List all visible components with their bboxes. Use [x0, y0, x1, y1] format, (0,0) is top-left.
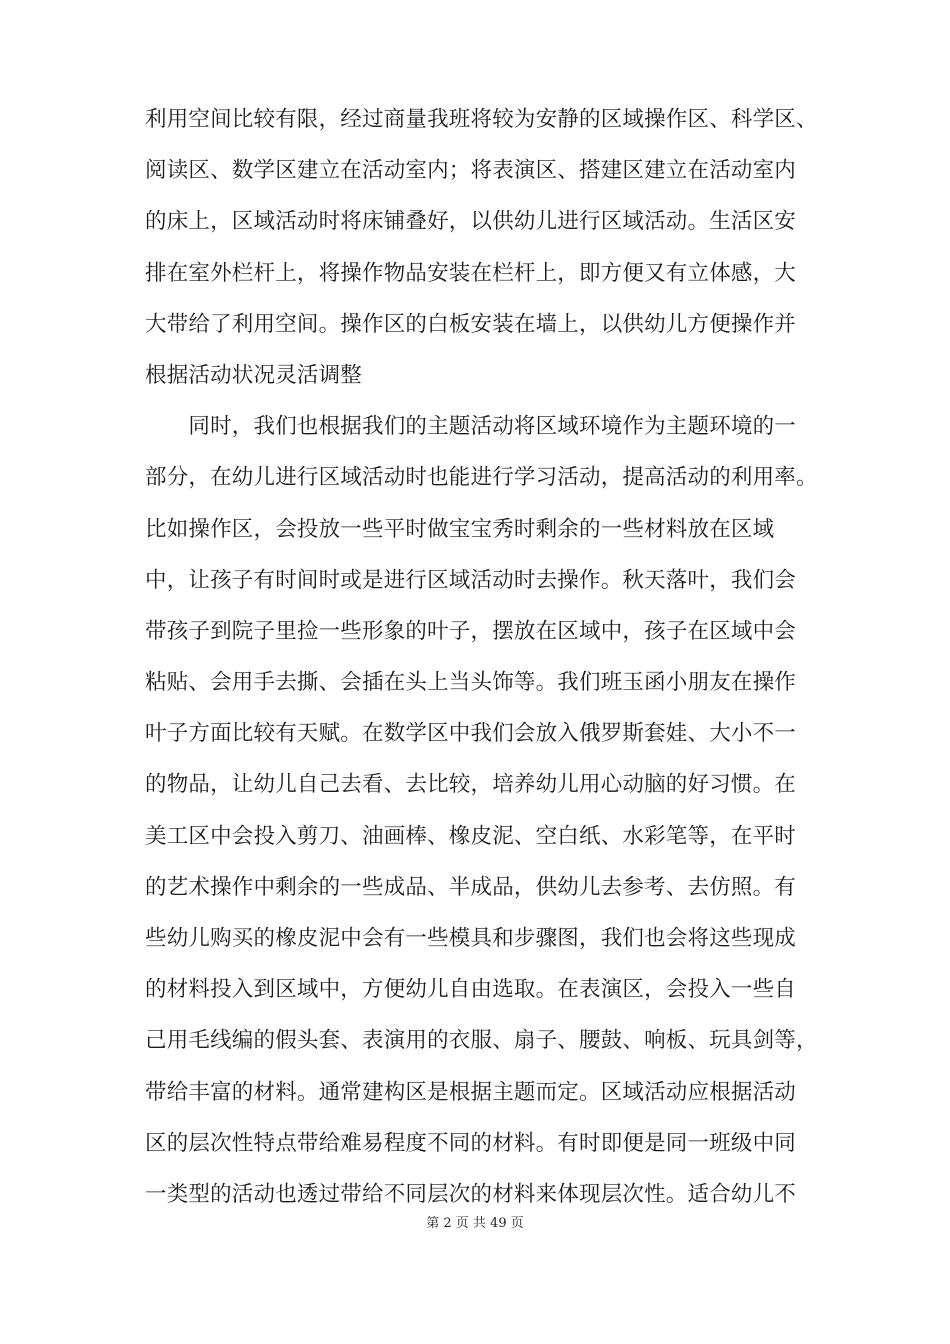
body-text — [145, 94, 825, 1220]
text-line: 中，让孩子有时间时或是进行区域活动时去操作。秋天落叶，我们会 — [145, 567, 797, 593]
page-number-footer: 第 2 页 共 49 页 — [426, 1216, 524, 1231]
text-line: 根据活动状况灵活调整 — [145, 362, 363, 388]
text-line: 美工区中会投入剪刀、油画棒、橡皮泥、空白纸、水彩笔等，在平时 — [145, 823, 797, 849]
text-line: 大带给了利用空间。操作区的白板安装在墙上，以供幼儿方便操作并 — [145, 311, 797, 337]
text-line: 带给丰富的材料。通常建构区是根据主题而定。区域活动应根据活动 — [145, 1079, 797, 1105]
text-line: 己用毛线编的假头套、表演用的衣服、扇子、腰鼓、响板、玩具剑等， — [145, 1028, 818, 1054]
text-line: 的物品，让幼儿自己去看、去比较，培养幼儿用心动脑的好习惯。在 — [145, 772, 797, 798]
text-line: 排在室外栏杆上，将操作物品安装在栏杆上，即方便又有立体感，大 — [145, 260, 797, 286]
text-line: 些幼儿购买的橡皮泥中会有一些模具和步骤图，我们也会将这些现成 — [145, 926, 797, 951]
text-line: 的材料投入到区域中，方便幼儿自由选取。在表演区，会投入一些自 — [145, 977, 797, 1003]
text-line: 比如操作区，会投放一些平时做宝宝秀时剩余的一些材料放在区域 — [145, 516, 775, 542]
text-line: 同时，我们也根据我们的主题活动将区域环境作为主题环境的一 — [145, 414, 797, 440]
text-line: 区的层次性特点带给难易程度不同的材料。有时即便是同一班级中同 — [145, 1130, 797, 1156]
text-line: 的艺术操作中剩余的一些成品、半成品，供幼儿去参考、去仿照。有 — [145, 874, 797, 900]
text-line: 一类型的活动也透过带给不同层次的材料来体现层次性。适合幼儿不 — [145, 1181, 797, 1207]
text-line: 带孩子到院子里捡一些形象的叶子，摆放在区域中，孩子在区域中会 — [145, 618, 797, 644]
text-line: 的床上，区域活动时将床铺叠好，以供幼儿进行区域活动。生活区安 — [145, 209, 797, 235]
text-line: 粘贴、会用手去撕、会插在头上当头饰等。我们班玉函小朋友在操作 — [145, 670, 797, 696]
text-line: 部分，在幼儿进行区域活动时也能进行学习活动，提高活动的利用率。 — [145, 465, 818, 491]
text-line: 阅读区、数学区建立在活动室内；将表演区、搭建区建立在活动室内 — [145, 158, 797, 184]
text-line: 利用空间比较有限，经过商量我班将较为安静的区域操作区、科学区、 — [145, 107, 818, 132]
text-line: 叶子方面比较有天赋。在数学区中我们会放入俄罗斯套娃、大小不一 — [145, 721, 797, 747]
